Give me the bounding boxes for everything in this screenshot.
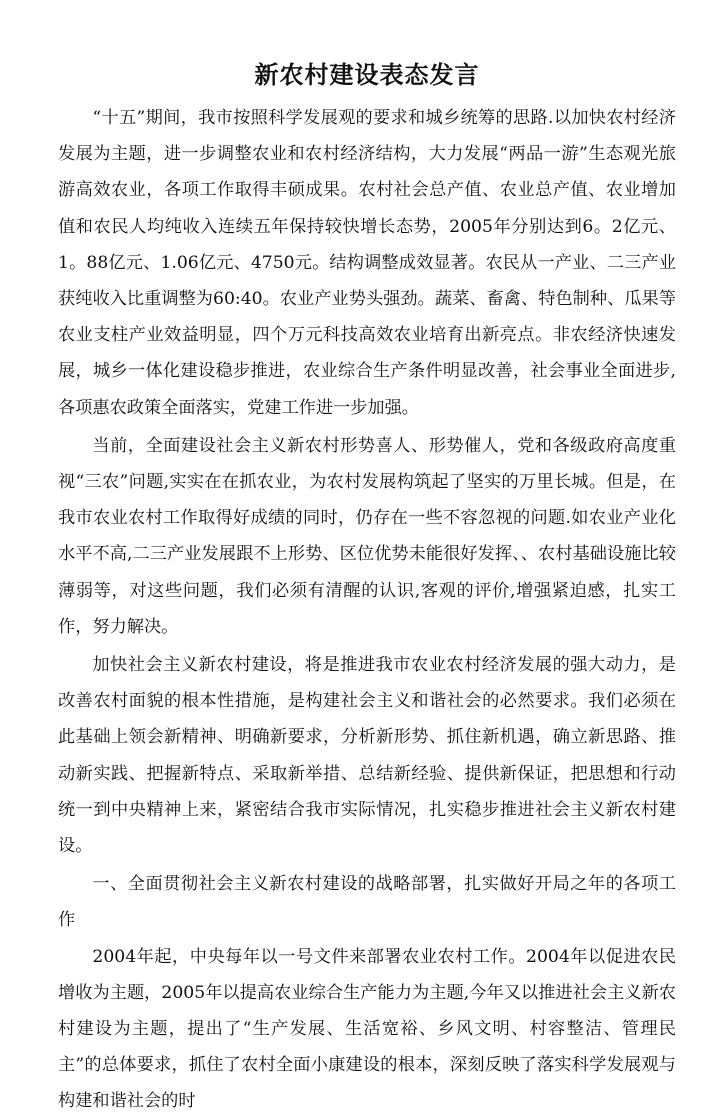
document-title: 新农村建设表态发言 (254, 60, 480, 89)
paragraph-current-situation: 当前，全面建设社会主义新农村形势喜人、形势催人，党和各级政府高度重视“三农”问题,实实在在抓农业，为农村发展构筑起了坚实的万里长城。但是，在我市农业农村工作取得好成绩的同时，仍存在一些不容忽视的问题.如农业产业化水平不高,二三产业发展跟不上形势、区位优势未能很好发挥、、农村基础设施比较薄弱等，对这些问题，我们必须有清醒的认识,客观的评价,增强紧迫感，扎实工作，努力解决。 (58, 435, 676, 637)
paragraph-significance: 加快社会主义新农村建设，将是推进我市农业农村经济发展的强大动力，是改善农村面貌的根本性措施，是构建社会主义和谐社会的必然要求。我们必须在此基础上领会新精神、明确新要求，分析新形势、抓住新机遇，确立新思路、推动新实践、把握新特点、采取新举措、总结新经验、提供新保证，把思想和行动统一到中央精神上来，紧密结合我市实际情况，扎实稳步推进社会主义新农村建设。 (58, 655, 676, 857)
paragraph-policy-history: 2004年起，中央每年以一号文件来部署农业农村工作。2004年以促进农民增收为主题，2005年以提高农业综合生产能力为主题,今年又以推进社会主义新农村建设为主题，提出了“生产发展、生活宽裕、乡风文明、村容整洁、管理民主”的总体要求，抓住了农村全面小康建设的根本，深刻反映了落实科学发展观与构建和谐社会的时 (58, 946, 676, 1112)
section-heading-one: 一、全面贯彻社会主义新农村建设的战略部署，扎实做好开局之年的各项工作 (58, 874, 676, 931)
paragraph-achievements: “十五”期间，我市按照科学发展观的要求和城乡统筹的思路.以加快农村经济发展为主题，进一步调整农业和农村经济结构，大力发展“两品一游”生态观光旅游高效农业，各项工作取得丰硕成果。农村社会总产值、农业总产值、农业增加值和农民人均纯收入连续五年保持较快增长态势，2005年分别达到6。2亿元、1。88亿元、1.06亿元、4750元。结构调整成效显著。农民从一产业、二三产业获纯收入比重调整为60:40。农业产业势头强劲。蔬菜、畜禽、特色制种、瓜果等农业支柱产业效益明显，四个万元科技高效农业培育出新亮点。非农经济快速发展，城乡一体化建设稳步推进，农业综合生产条件明显改善，社会事业全面进步,各项惠农政策全面落实，党建工作进一步加强。 (58, 108, 676, 418)
